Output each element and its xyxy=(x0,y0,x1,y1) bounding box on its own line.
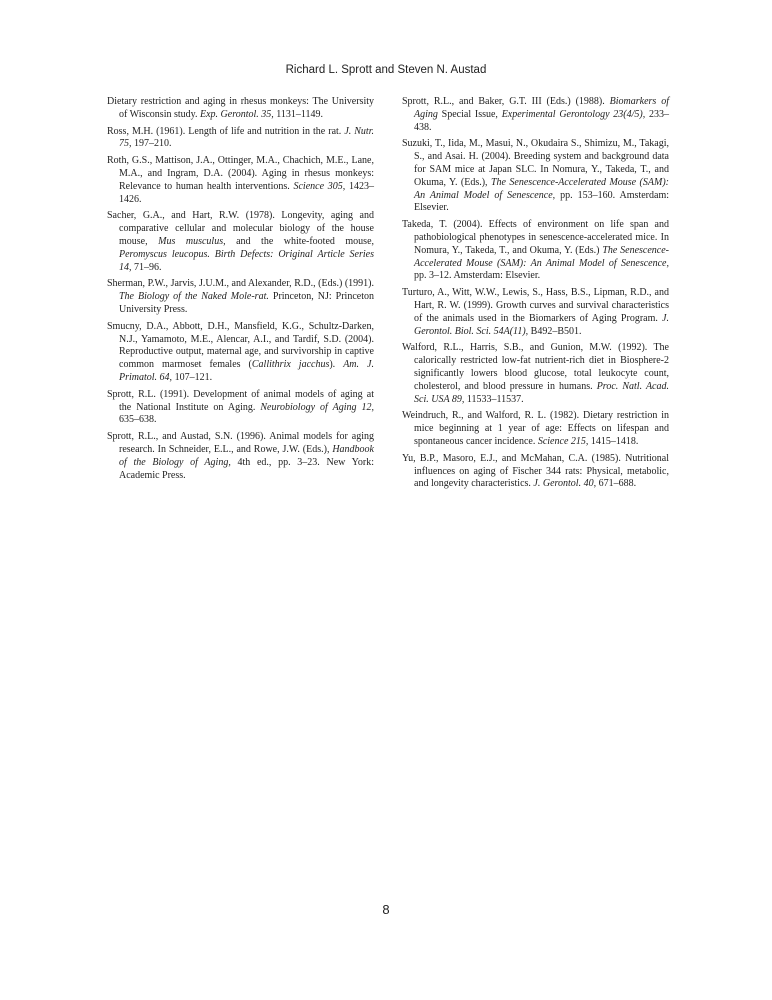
reference-text: Takeda, T. (2004). Effects of environment on life span and pathobiological phenotypes in senescence-accelerated mice. In Nomura, Y., Takeda, T., and Okuma, Y. (Eds.) xyxy=(402,219,669,256)
reference-italic-text: J. Gerontol. 40, xyxy=(533,478,597,490)
reference-italic-text: J. Gerontol. Biol. Sci. 54A(11), xyxy=(414,312,669,337)
reference-text: 671–688. xyxy=(596,478,637,490)
reference-italic-text: Exp. Gerontol. 35, xyxy=(200,108,274,120)
reference-entry xyxy=(402,342,669,406)
reference-entry xyxy=(402,410,669,448)
reference-italic-text: Mus musculus, xyxy=(158,235,226,247)
reference-text: Special Issue, xyxy=(437,108,502,120)
reference-italic-text: Biomarkers of Aging xyxy=(414,96,669,120)
reference-text: Roth, G.S., Mattison, J.A., Ottinger, M.A., Chachich, M.E., Lane, M.A., and Ingram, D.A. (2004). Aging in rhesus monkeys: Relevance to human health interventions. xyxy=(107,155,374,192)
reference-text: Weindruch, R., and Walford, R. L. (1982). Dietary restriction in mice beginning at 1 year of age: Effects on lifespan and spontaneous cancer incidence. xyxy=(402,410,669,447)
reference-italic-text: The Senescence-Accelerated Mouse (SAM): An Animal Model of Senescence, xyxy=(414,244,669,269)
reference-text: 107–121. xyxy=(172,371,213,383)
reference-text: pp. 3–12. Amsterdam: Elsevier. xyxy=(414,270,541,282)
reference-entry xyxy=(107,210,374,274)
reference-text: 233–438. xyxy=(414,108,669,133)
reference-text: 1423–1426. xyxy=(119,180,375,205)
reference-italic-text: Neurobiology of Aging 12, xyxy=(260,401,375,413)
reference-entry xyxy=(107,278,374,316)
reference-entry xyxy=(402,219,669,283)
reference-text: Suzuki, T., Iida, M., Masui, N., Okudaira S., Shimizu, M., Takagi, S., and Asai. H. (2004). Breeding system and background data for SAM mice at Japan SLC. In Nomura, Y., Takeda, T., and Okuma, Y. (Eds.), xyxy=(402,138,669,188)
reference-entry xyxy=(107,155,374,206)
running-head: Richard L. Sprott and Steven N. Austad xyxy=(285,64,487,76)
reference-text: Sprott, R.L., and Austad, S.N. (1996). Animal models for aging research. In Schneider, E.L., and Rowe, J.W. (Eds.), xyxy=(107,431,374,455)
reference-text: Smucny, D.A., Abbott, D.H., Mansfield, K.G., Schultz-Darken, N.J., Yamamoto, M.E., Alencar, A.I., and Tardif, S.D. (2004). Reproductive output, maternal age, and survivorship in captive common marmoset females ( xyxy=(107,320,374,371)
reference-text: 1415–1418. xyxy=(588,435,639,447)
reference-text: and the white-footed mouse, xyxy=(225,235,375,247)
reference-entry xyxy=(107,321,374,385)
reference-entry xyxy=(402,453,669,491)
reference-text: Sacher, G.A., and Hart, R.W. (1978). Longevity, aging and comparative cellular and molecular biology of the house mouse, xyxy=(107,210,374,247)
reference-italic-text: Peromyscus leucopus. Birth Defects: Original Article Series 14, xyxy=(119,248,374,273)
reference-entry xyxy=(107,389,374,427)
reference-text: 71–96. xyxy=(131,261,162,273)
reference-entry xyxy=(402,96,669,134)
reference-text: Walford, R.L., Harris, S.B., and Gunion, M.W. (1992). The calorically restricted low-fat nutrient-rich diet in Biosphere-2 significantly lowers blood glucose, total leukocyte count, cholesterol, and blood pressure in humans. xyxy=(402,342,669,392)
reference-text: 11533–11537. xyxy=(464,393,524,405)
reference-entry xyxy=(402,138,669,215)
reference-text: Sherman, P.W., Jarvis, J.U.M., and Alexander, R.D., (Eds.) (1991). xyxy=(107,278,374,290)
reference-text: pp. 153–160. Amsterdam: Elsevier. xyxy=(414,189,669,214)
references-right-column xyxy=(402,96,669,495)
reference-text: Sprott, R.L., and Baker, G.T. III (Eds.) (1988). xyxy=(402,96,610,107)
reference-text: Yu, B.P., Masoro, E.J., and McMahan, C.A. (1985). Nutritional influences on aging of Fischer 344 rats: Physical, metabolic, and longevity characteristics. xyxy=(402,452,669,490)
reference-text: 1131–1149. xyxy=(273,108,324,120)
reference-entry xyxy=(107,126,374,152)
reference-text: B492–B501. xyxy=(528,325,582,337)
reference-text: Sprott, R.L. (1991). Development of animal models of aging at the National Institute on Aging. xyxy=(107,388,374,413)
reference-text: 635–638. xyxy=(119,414,157,426)
reference-text: Turturo, A., Witt, W.W., Lewis, S., Hass, B.S., Lipman, R.D., and Hart, R. W. (1999). Growth curves and survival characteristics of the animals used in the Biomarkers of Aging Program. xyxy=(402,287,669,324)
reference-text: Dietary restriction and aging in rhesus monkeys: The University of Wisconsin study. xyxy=(107,96,374,120)
reference-italic-text: Callithrix jacchus xyxy=(251,359,330,371)
reference-italic-text: Proc. Natl. Acad. Sci. USA 89, xyxy=(414,380,669,405)
reference-text: 4th ed., pp. 3–23. New York: Academic Press. xyxy=(119,456,374,481)
reference-italic-text: The Senescence-Accelerated Mouse (SAM): An Animal Model of Senescence, xyxy=(414,176,669,201)
reference-italic-text: Experimental Gerontology 23(4/5), xyxy=(501,108,646,120)
reference-entry xyxy=(107,96,374,122)
reference-entry xyxy=(107,431,374,482)
reference-italic-text: J. Nutr. 75, xyxy=(119,125,374,150)
reference-text: 197–210. xyxy=(131,138,172,150)
reference-entry xyxy=(402,287,669,338)
reference-text: ). xyxy=(329,359,344,371)
reference-italic-text: The Biology of the Naked Mole-rat. xyxy=(119,291,269,303)
reference-italic-text: Science 305, xyxy=(293,180,346,192)
references-left-column xyxy=(107,96,374,486)
reference-italic-text: Am. J. Primatol. 64, xyxy=(119,359,374,383)
reference-italic-text: Handbook of the Biology of Aging, xyxy=(119,443,374,468)
page-number: 8 xyxy=(382,902,390,917)
reference-text: Ross, M.H. (1961). Length of life and nutrition in the rat. xyxy=(107,125,345,137)
reference-italic-text: Science 215, xyxy=(537,435,589,447)
reference-text: Princeton, NJ: Princeton University Press. xyxy=(119,291,374,315)
